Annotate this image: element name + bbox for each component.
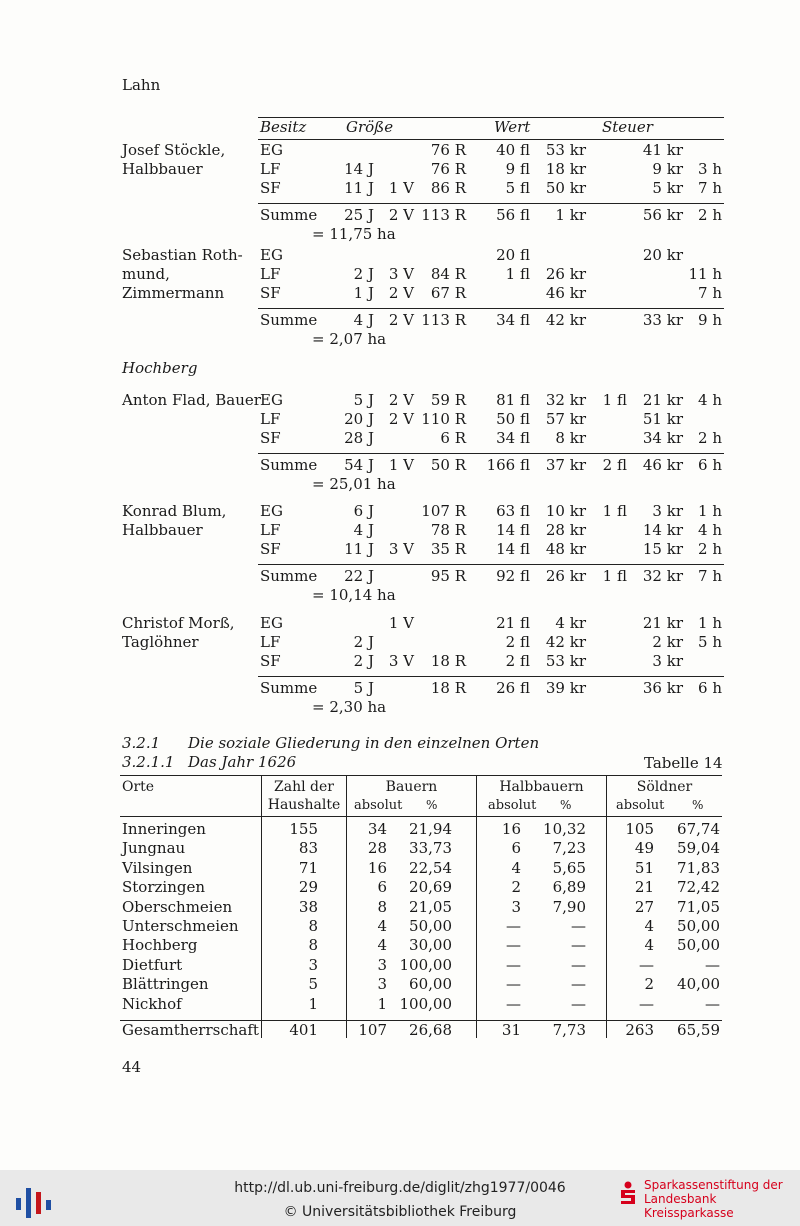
cell-steuer-h: 3 h (698, 160, 722, 178)
place-name: Vilsingen (122, 858, 193, 877)
bauern-absolut: 16 (367, 858, 387, 877)
row-type: SF (260, 429, 281, 447)
table13-top-rule (258, 117, 724, 118)
halbbauern-absolut: — (506, 955, 521, 974)
households: 3 (308, 955, 318, 974)
cell-wert-kr: 50 kr (545, 179, 586, 197)
cell-wert-kr: 26 kr (545, 567, 586, 585)
cell-viertel: 2 V (388, 206, 414, 224)
cell-joch: 2 J (353, 265, 374, 283)
soeldner-absolut: — (639, 955, 654, 974)
bauern-pct: 21,05 (409, 897, 452, 916)
cell-viertel: 3 V (388, 265, 414, 283)
t14-header-absolut-3: absolut (616, 798, 665, 813)
cell-steuer-kr: 15 kr (642, 540, 683, 558)
cell-joch: 28 J (344, 429, 374, 447)
sum-label: Summe (260, 567, 318, 585)
t14-header-halbbauern: Halbbauern (499, 779, 584, 795)
footer-bar (0, 1170, 800, 1226)
cell-ruten: 86 R (430, 179, 466, 197)
cell-wert-kr: 26 kr (545, 265, 586, 283)
table14-header-rule (120, 816, 722, 817)
t14-header-pct-1: % (426, 798, 438, 812)
cell-wert-kr: 18 kr (545, 160, 586, 178)
t14-header-orte: Orte (122, 779, 155, 795)
cell-steuer-h: 2 h (698, 540, 722, 558)
row-type: SF (260, 652, 281, 670)
cell-wert-kr: 39 kr (545, 679, 586, 697)
cell-ruten: 76 R (430, 160, 466, 178)
cell-steuer-h: 7 h (698, 284, 722, 302)
cell-steuer-h: 6 h (698, 679, 722, 697)
hectare-total: = 2,30 ha (312, 698, 387, 716)
cell-viertel: 1 V (388, 614, 414, 632)
cell-steuer-kr: 33 kr (642, 311, 683, 329)
row-type: LF (260, 265, 281, 283)
cell-viertel: 1 V (388, 179, 414, 197)
sum-label: Summe (260, 311, 318, 329)
hectare-total: = 25,01 ha (312, 475, 396, 493)
cell-joch: 11 J (344, 540, 374, 558)
row-type: SF (260, 179, 281, 197)
halbbauern-absolut: 3 (511, 897, 521, 916)
place-name: Oberschmeien (122, 897, 233, 916)
cell-ruten: 6 R (440, 429, 466, 447)
households: 1 (308, 994, 318, 1013)
total-halbbauern-pct: 7,73 (552, 1021, 586, 1039)
cell-steuer-kr: 36 kr (642, 679, 683, 697)
soeldner-absolut: — (639, 994, 654, 1013)
header-groesse: Größe (346, 118, 394, 136)
row-type: EG (260, 246, 283, 264)
person-name: mund, (122, 265, 170, 283)
sponsor-line-2: Landesbank Kreissparkasse (644, 1192, 734, 1220)
halbbauern-pct: — (571, 917, 586, 935)
halbbauern-absolut: — (506, 936, 521, 955)
cell-wert-kr: 4 kr (555, 614, 586, 632)
halbbauern-pct: 7,23 (552, 839, 586, 858)
cell-wert-fl: 5 fl (505, 179, 530, 197)
cell-steuer-h: 1 h (698, 614, 722, 632)
hectare-total: = 11,75 ha (312, 225, 396, 243)
bauern-absolut: 3 (377, 955, 387, 974)
row-type: EG (260, 391, 283, 409)
person-name: Halbbauer (122, 521, 203, 539)
place-name: Jungnau (122, 839, 186, 858)
soeldner-pct: 67,74 (677, 820, 720, 838)
bauern-absolut: 28 (367, 839, 387, 858)
total-place-name: Gesamtherrschaft (122, 1021, 259, 1039)
soeldner-pct: 50,00 (677, 917, 720, 935)
sum-label: Summe (260, 679, 318, 697)
row-type: LF (260, 160, 281, 178)
cell-viertel: 2 V (388, 284, 414, 302)
section-number-2: 3.2.1.1 (122, 753, 175, 771)
cell-ruten: 18 R (430, 652, 466, 670)
cell-joch: 4 J (353, 311, 374, 329)
bauern-absolut: 1 (377, 994, 387, 1013)
cell-steuer-h: 4 h (698, 521, 722, 539)
cell-ruten: 113 R (421, 206, 466, 224)
cell-joch: 2 J (353, 633, 374, 651)
cell-joch: 4 J (353, 521, 374, 539)
bauern-pct: 22,54 (409, 858, 452, 877)
header-besitz: Besitz (260, 118, 307, 136)
place-name: Unterschmeien (122, 917, 239, 935)
cell-steuer-kr: 21 kr (642, 391, 683, 409)
sum-rule (258, 676, 724, 677)
row-type: SF (260, 284, 281, 302)
cell-viertel: 2 V (388, 391, 414, 409)
bauern-pct: 100,00 (399, 955, 452, 974)
page-number: 44 (122, 1058, 142, 1076)
sum-rule (258, 564, 724, 565)
cell-wert-fl: 63 fl (496, 502, 530, 520)
t14-header-zahl-1: Zahl der (274, 779, 334, 795)
cell-steuer-h: 11 h (688, 265, 722, 283)
halbbauern-pct: 10,32 (543, 820, 586, 838)
cell-wert-fl: 26 fl (496, 679, 530, 697)
cell-wert-fl: 92 fl (496, 567, 530, 585)
soeldner-absolut: 105 (625, 820, 654, 838)
halbbauern-pct: 6,89 (552, 878, 586, 897)
total-soeldner-pct: 65,59 (677, 1021, 720, 1039)
cell-wert-kr: 48 kr (545, 540, 586, 558)
cell-steuer-kr: 3 kr (652, 502, 683, 520)
t14-header-pct-2: % (560, 798, 572, 812)
halbbauern-absolut: 4 (511, 858, 521, 877)
section-number-1: 3.2.1 (122, 734, 161, 752)
row-type: LF (260, 410, 281, 428)
soeldner-pct: 72,42 (677, 878, 720, 897)
row-type: EG (260, 141, 283, 159)
bauern-pct: 21,94 (409, 820, 452, 838)
cell-ruten: 113 R (421, 311, 466, 329)
sum-rule (258, 308, 724, 309)
halbbauern-pct: — (571, 975, 586, 994)
table13-header-rule (258, 139, 724, 140)
t14-header-pct-3: % (692, 798, 704, 812)
cell-joch: 11 J (344, 179, 374, 197)
soeldner-absolut: 4 (644, 917, 654, 935)
total-households: 401 (289, 1021, 318, 1039)
cell-viertel: 3 V (388, 652, 414, 670)
cell-steuer-kr: 46 kr (642, 456, 683, 474)
households: 8 (308, 917, 318, 935)
sparkasse-logo-icon (618, 1180, 638, 1206)
soeldner-pct: — (705, 955, 720, 974)
households: 8 (308, 936, 318, 955)
person-name: Halbbauer (122, 160, 203, 178)
soeldner-absolut: 4 (644, 936, 654, 955)
person-name: Christof Morß, (122, 614, 235, 632)
cell-wert-fl: 20 fl (496, 246, 530, 264)
cell-ruten: 59 R (430, 391, 466, 409)
halbbauern-absolut: — (506, 975, 521, 994)
cell-steuer-fl: 1 fl (602, 567, 627, 585)
bauern-pct: 100,00 (399, 994, 452, 1013)
header-wert: Wert (494, 118, 531, 136)
sum-rule (258, 453, 724, 454)
row-type: LF (260, 521, 281, 539)
bauern-pct: 33,73 (409, 839, 452, 858)
cell-wert-kr: 28 kr (545, 521, 586, 539)
cell-steuer-kr: 14 kr (642, 521, 683, 539)
place-name: Hochberg (122, 936, 198, 955)
bauern-absolut: 4 (377, 917, 387, 935)
place-name: Nickhof (122, 994, 182, 1013)
cell-wert-fl: 2 fl (505, 633, 530, 651)
cell-steuer-h: 2 h (698, 429, 722, 447)
source-url-link[interactable]: http://dl.ub.uni-freiburg.de/diglit/zhg1977/0046 (234, 1180, 566, 1196)
cell-steuer-h: 7 h (698, 567, 722, 585)
cell-steuer-kr: 21 kr (642, 614, 683, 632)
cell-wert-kr: 57 kr (545, 410, 586, 428)
cell-wert-kr: 53 kr (545, 652, 586, 670)
row-type: EG (260, 502, 283, 520)
place-heading: Hochberg (122, 359, 198, 377)
bauern-absolut: 4 (377, 936, 387, 955)
halbbauern-pct: — (571, 955, 586, 974)
soeldner-pct: 71,83 (677, 858, 720, 877)
cell-ruten: 76 R (430, 141, 466, 159)
sponsor-text (644, 1178, 800, 1220)
households: 29 (298, 878, 318, 897)
cell-joch: 54 J (344, 456, 374, 474)
cell-steuer-fl: 1 fl (602, 391, 627, 409)
halbbauern-absolut: — (506, 994, 521, 1013)
section-title-2: Das Jahr 1626 (188, 753, 297, 771)
soeldner-absolut: 21 (634, 878, 654, 897)
sum-rule (258, 203, 724, 204)
cell-joch: 2 J (353, 652, 374, 670)
cell-ruten: 50 R (430, 456, 466, 474)
cell-wert-fl: 1 fl (505, 265, 530, 283)
cell-wert-fl: 40 fl (496, 141, 530, 159)
soeldner-absolut: 27 (634, 897, 654, 916)
cell-joch: 5 J (353, 391, 374, 409)
cell-steuer-h: 9 h (698, 311, 722, 329)
bauern-pct: 30,00 (409, 936, 452, 955)
cell-wert-fl: 14 fl (496, 540, 530, 558)
cell-steuer-kr: 41 kr (642, 141, 683, 159)
sum-label: Summe (260, 456, 318, 474)
cell-joch: 1 J (353, 284, 374, 302)
cell-steuer-kr: 20 kr (642, 246, 683, 264)
bauern-pct: 20,69 (409, 878, 452, 897)
cell-steuer-h: 6 h (698, 456, 722, 474)
t14-header-absolut-1: absolut (354, 798, 403, 813)
cell-ruten: 107 R (421, 502, 466, 520)
cell-wert-fl: 2 fl (505, 652, 530, 670)
cell-wert-kr: 42 kr (545, 311, 586, 329)
cell-steuer-kr: 51 kr (642, 410, 683, 428)
soeldner-pct: 40,00 (677, 975, 720, 994)
households: 38 (298, 897, 318, 916)
table14-top-rule (120, 775, 722, 776)
total-bauern-pct: 26,68 (409, 1021, 452, 1039)
halbbauern-absolut: — (506, 917, 521, 935)
total-bauern-absolut: 107 (358, 1021, 387, 1039)
bauern-absolut: 34 (367, 820, 387, 838)
soeldner-absolut: 49 (634, 839, 654, 858)
place-name: Storzingen (122, 878, 206, 897)
soeldner-pct: 50,00 (677, 936, 720, 955)
row-type: EG (260, 614, 283, 632)
total-halbbauern-absolut: 31 (501, 1021, 521, 1039)
person-name: Josef Stöckle, (122, 141, 226, 159)
bauern-pct: 50,00 (409, 917, 452, 935)
t14-header-bauern: Bauern (385, 779, 438, 795)
cell-wert-fl: 81 fl (496, 391, 530, 409)
cell-ruten: 67 R (430, 284, 466, 302)
cell-ruten: 35 R (430, 540, 466, 558)
cell-wert-kr: 32 kr (545, 391, 586, 409)
cell-steuer-kr: 32 kr (642, 567, 683, 585)
hectare-total: = 10,14 ha (312, 586, 396, 604)
cell-wert-kr: 46 kr (545, 284, 586, 302)
cell-wert-kr: 37 kr (545, 456, 586, 474)
cell-joch: 6 J (353, 502, 374, 520)
cell-joch: 25 J (344, 206, 374, 224)
person-name: Taglöhner (122, 633, 199, 651)
cell-steuer-fl: 1 fl (602, 502, 627, 520)
cell-joch: 20 J (344, 410, 374, 428)
halbbauern-pct: 5,65 (552, 858, 586, 877)
cell-ruten: 95 R (430, 567, 466, 585)
cell-viertel: 3 V (388, 540, 414, 558)
halbbauern-pct: 7,90 (552, 897, 586, 916)
cell-steuer-h: 1 h (698, 502, 722, 520)
cell-steuer-kr: 5 kr (652, 179, 683, 197)
t14-header-zahl-2: Haushalte (267, 797, 341, 813)
cell-joch: 5 J (353, 679, 374, 697)
cell-viertel: 2 V (388, 410, 414, 428)
halbbauern-absolut: 2 (511, 878, 521, 897)
households: 71 (298, 858, 318, 877)
t14-header-soeldner: Söldner (636, 779, 693, 795)
row-type: SF (260, 540, 281, 558)
bauern-absolut: 6 (377, 878, 387, 897)
person-name: Anton Flad, Bauer (122, 391, 261, 409)
sum-label: Summe (260, 206, 318, 224)
header-steuer: Steuer (602, 118, 653, 136)
cell-steuer-h: 5 h (698, 633, 722, 651)
households: 155 (289, 820, 318, 838)
cell-steuer-kr: 56 kr (642, 206, 683, 224)
row-type: LF (260, 633, 281, 651)
cell-wert-kr: 1 kr (555, 206, 586, 224)
cell-ruten: 78 R (430, 521, 466, 539)
halbbauern-absolut: 6 (511, 839, 521, 858)
soeldner-absolut: 2 (644, 975, 654, 994)
cell-wert-fl: 9 fl (505, 160, 530, 178)
hectare-total: = 2,07 ha (312, 330, 387, 348)
place-name: Inneringen (122, 820, 206, 838)
halbbauern-pct: — (571, 994, 586, 1013)
place-name: Blättringen (122, 975, 209, 994)
soeldner-pct: 71,05 (677, 897, 720, 916)
cell-steuer-h: 7 h (698, 179, 722, 197)
halbbauern-absolut: 16 (501, 820, 521, 838)
cell-wert-fl: 34 fl (496, 429, 530, 447)
copyright-text: © Universitätsbibliothek Freiburg (283, 1204, 517, 1220)
section-title-1: Die soziale Gliederung in den einzelnen Orten (188, 734, 540, 752)
households: 83 (298, 839, 318, 858)
t14-header-absolut-2: absolut (488, 798, 537, 813)
cell-ruten: 18 R (430, 679, 466, 697)
cell-wert-kr: 53 kr (545, 141, 586, 159)
cell-wert-fl: 21 fl (496, 614, 530, 632)
cell-wert-fl: 34 fl (496, 311, 530, 329)
cell-wert-fl: 50 fl (496, 410, 530, 428)
cell-steuer-h: 2 h (698, 206, 722, 224)
person-name: Konrad Blum, (122, 502, 227, 520)
cell-steuer-fl: 2 fl (602, 456, 627, 474)
cell-steuer-kr: 2 kr (652, 633, 683, 651)
cell-wert-fl: 56 fl (496, 206, 530, 224)
cell-steuer-h: 4 h (698, 391, 722, 409)
soeldner-pct: — (705, 994, 720, 1013)
cell-joch: 22 J (344, 567, 374, 585)
cell-steuer-kr: 9 kr (652, 160, 683, 178)
cell-wert-fl: 166 fl (486, 456, 530, 474)
cell-steuer-kr: 34 kr (642, 429, 683, 447)
cell-ruten: 84 R (430, 265, 466, 283)
cell-viertel: 2 V (388, 311, 414, 329)
bauern-absolut: 8 (377, 897, 387, 916)
cell-ruten: 110 R (421, 410, 466, 428)
place-name: Dietfurt (122, 955, 183, 974)
households: 5 (308, 975, 318, 994)
sponsor-line-1: Sparkassenstiftung der (644, 1178, 783, 1192)
person-name: Sebastian Roth- (122, 246, 243, 264)
soeldner-absolut: 51 (634, 858, 654, 877)
cell-wert-kr: 8 kr (555, 429, 586, 447)
cell-joch: 14 J (344, 160, 374, 178)
bauern-absolut: 3 (377, 975, 387, 994)
cell-viertel: 1 V (388, 456, 414, 474)
table-label: Tabelle 14 (644, 754, 723, 772)
cell-wert-kr: 42 kr (545, 633, 586, 651)
total-soeldner-absolut: 263 (625, 1021, 654, 1039)
person-name: Zimmermann (122, 284, 225, 302)
cell-steuer-kr: 3 kr (652, 652, 683, 670)
cell-wert-kr: 10 kr (545, 502, 586, 520)
cell-wert-fl: 14 fl (496, 521, 530, 539)
running-head: Lahn (122, 76, 161, 94)
halbbauern-pct: — (571, 936, 586, 955)
soeldner-pct: 59,04 (677, 839, 720, 858)
bauern-pct: 60,00 (409, 975, 452, 994)
